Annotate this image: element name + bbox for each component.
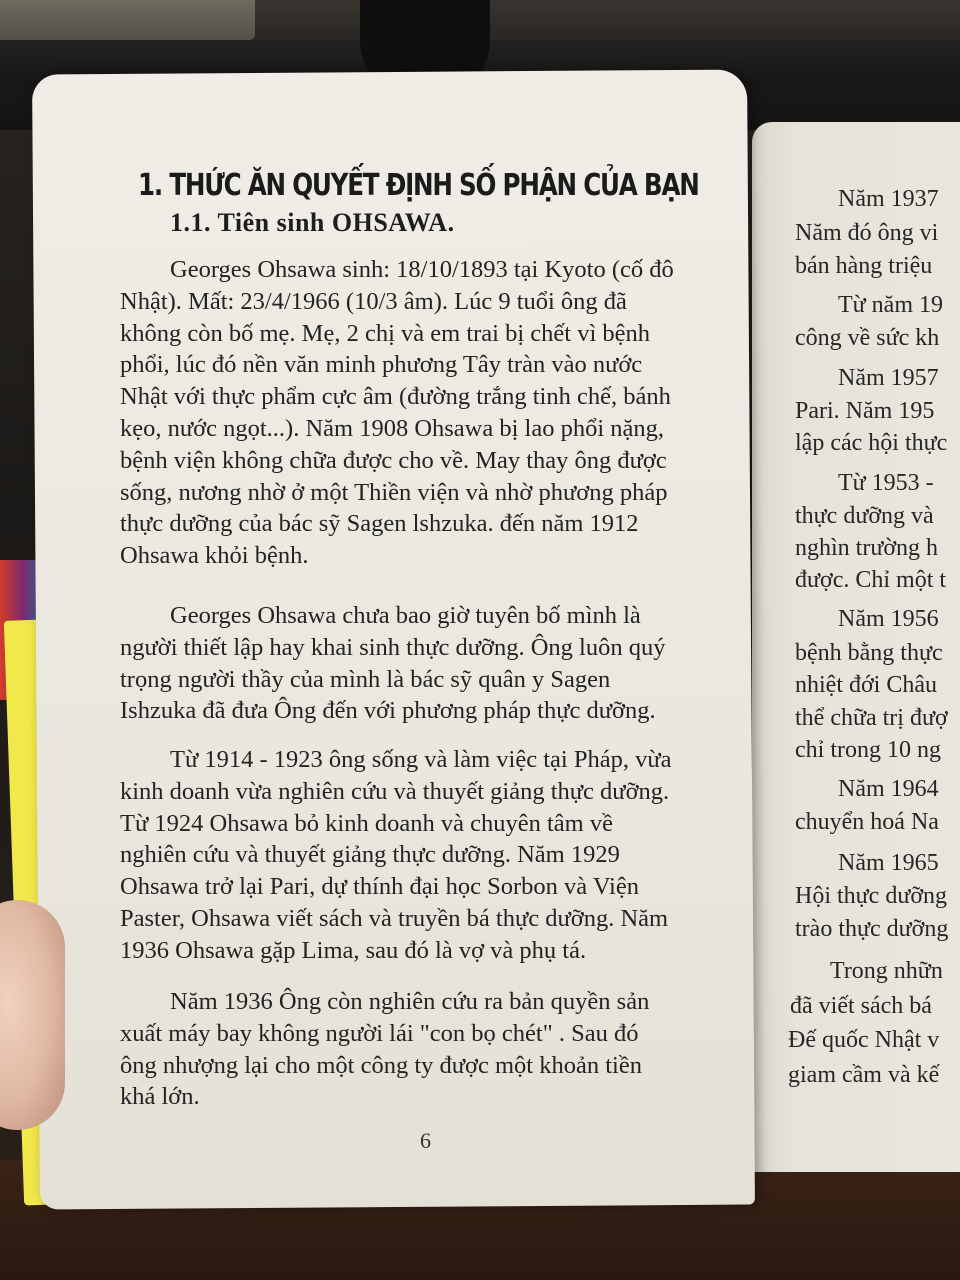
text-line: đã viết sách bá [790,993,932,1019]
text-line: công về sức kh [795,325,940,351]
text-line: không còn bố mẹ. Mẹ, 2 chị và em trai bị chết vì bệnh [120,319,651,347]
text-line: nghìn trường h [795,535,939,561]
text-line: Năm 1937 [838,186,939,212]
text-line: nhiệt đới Châu [795,672,938,698]
page-number: 6 [420,1128,431,1153]
text-line: Năm đó ông vi [795,220,939,246]
text-line: Ishzuka đã đưa Ông đến với phương pháp thực dưỡng. [120,697,656,725]
paragraph-4 [120,986,730,1113]
text-line: Georges Ohsawa sinh: 18/10/1893 tại Kyoto (cố đô [170,256,674,283]
text-line: thực dưỡng và [795,503,934,529]
text-line: giam cầm và kế [788,1062,940,1088]
background-box [0,0,255,40]
text-line: Năm 1965 [838,850,939,876]
text-line: trọng người thầy của mình là bác sỹ quân y Sagen [120,665,611,693]
text-line: thể chữa trị đượ [795,705,948,731]
text-line: bán hàng triệu [795,253,933,279]
text-line: Từ 1924 Ohsawa bỏ kinh doanh và chuyên tâm về [120,809,613,837]
text-line: phổi, lúc đó nền văn minh phương Tây tràn vào nước [120,351,643,379]
text-line: người thiết lập hay khai sinh thực dưỡng. Ông luôn quý [120,633,666,661]
chapter-title: 1. THỨC ĂN QUYẾT ĐỊNH SỐ PHẬN CỦA BẠN [138,168,699,203]
text-line: Hội thực dưỡng [795,883,948,909]
text-line: chỉ trong 10 ng [795,737,941,763]
text-line: khá lớn. [120,1083,200,1111]
text-line: Từ 1914 - 1923 ông sống và làm việc tại Pháp, vừa [170,746,672,773]
thumb [0,900,65,1130]
text-line: sống, nương nhờ ở một Thiền viện và nhờ phương pháp [120,478,668,506]
text-line: Pari. Năm 195 [795,398,935,424]
text-line: Ohsawa trở lại Pari, dự thính đại học Sorbon và Viện [120,873,639,901]
paragraph-1 [120,254,730,572]
text-line: Năm 1957 [838,365,939,391]
text-line: Georges Ohsawa chưa bao giờ tuyên bố mình là [170,602,641,629]
text-line: lập các hội thực [795,430,948,456]
text-line: Paster, Ohsawa viết sách và truyền bá thực dưỡng. Năm [120,904,669,932]
text-line: bệnh viện không chữa được cho về. May thay ông được [120,446,667,474]
text-line: trào thực dưỡng [795,916,949,942]
text-line: Trong nhữn [830,958,943,984]
text-line: Từ 1953 - [838,470,934,496]
text-line: Năm 1964 [838,776,939,802]
text-line: Nhật). Mất: 23/4/1966 (10/3 âm). Lúc 9 tuổi ông đã [120,287,627,315]
text-line: xuất máy bay không người lái "con bọ chét" . Sau đó [120,1019,639,1047]
paragraph-2 [120,600,730,727]
section-title: 1.1. Tiên sinh OHSAWA. [170,208,455,237]
text-line: ông nhượng lại cho một công ty được một khoản tiền [120,1051,642,1079]
text-line: kẹo, nước ngọt...). Năm 1908 Ohsawa bị lao phổi nặng, [120,414,665,442]
text-line: chuyển hoá Na [795,809,939,835]
text-line: bệnh bằng thực [795,640,943,666]
text-line: Đế quốc Nhật v [788,1027,940,1053]
text-line: Nhật với thực phẩm cực âm (đường trắng tinh chế, bánh [120,383,671,411]
text-line: được. Chỉ một t [795,567,947,593]
text-line: kinh doanh vừa nghiên cứu và thuyết giảng thực dưỡng. [120,777,670,805]
text-line: Từ năm 19 [838,292,943,318]
text-line: 1936 Ohsawa gặp Lima, sau đó là vợ và phụ tá. [120,936,587,964]
text-line: Năm 1936 Ông còn nghiên cứu ra bản quyền sản [170,988,650,1015]
text-line: nghiên cứu và thuyết giảng thực dưỡng. Năm 1929 [120,841,620,869]
paragraph-3 [120,744,730,967]
text-line: thực dưỡng của bác sỹ Sagen lshzuka. đến năm 1912 [120,510,639,538]
text-line: Năm 1956 [838,606,939,632]
text-line: Ohsawa khỏi bệnh. [120,542,309,570]
